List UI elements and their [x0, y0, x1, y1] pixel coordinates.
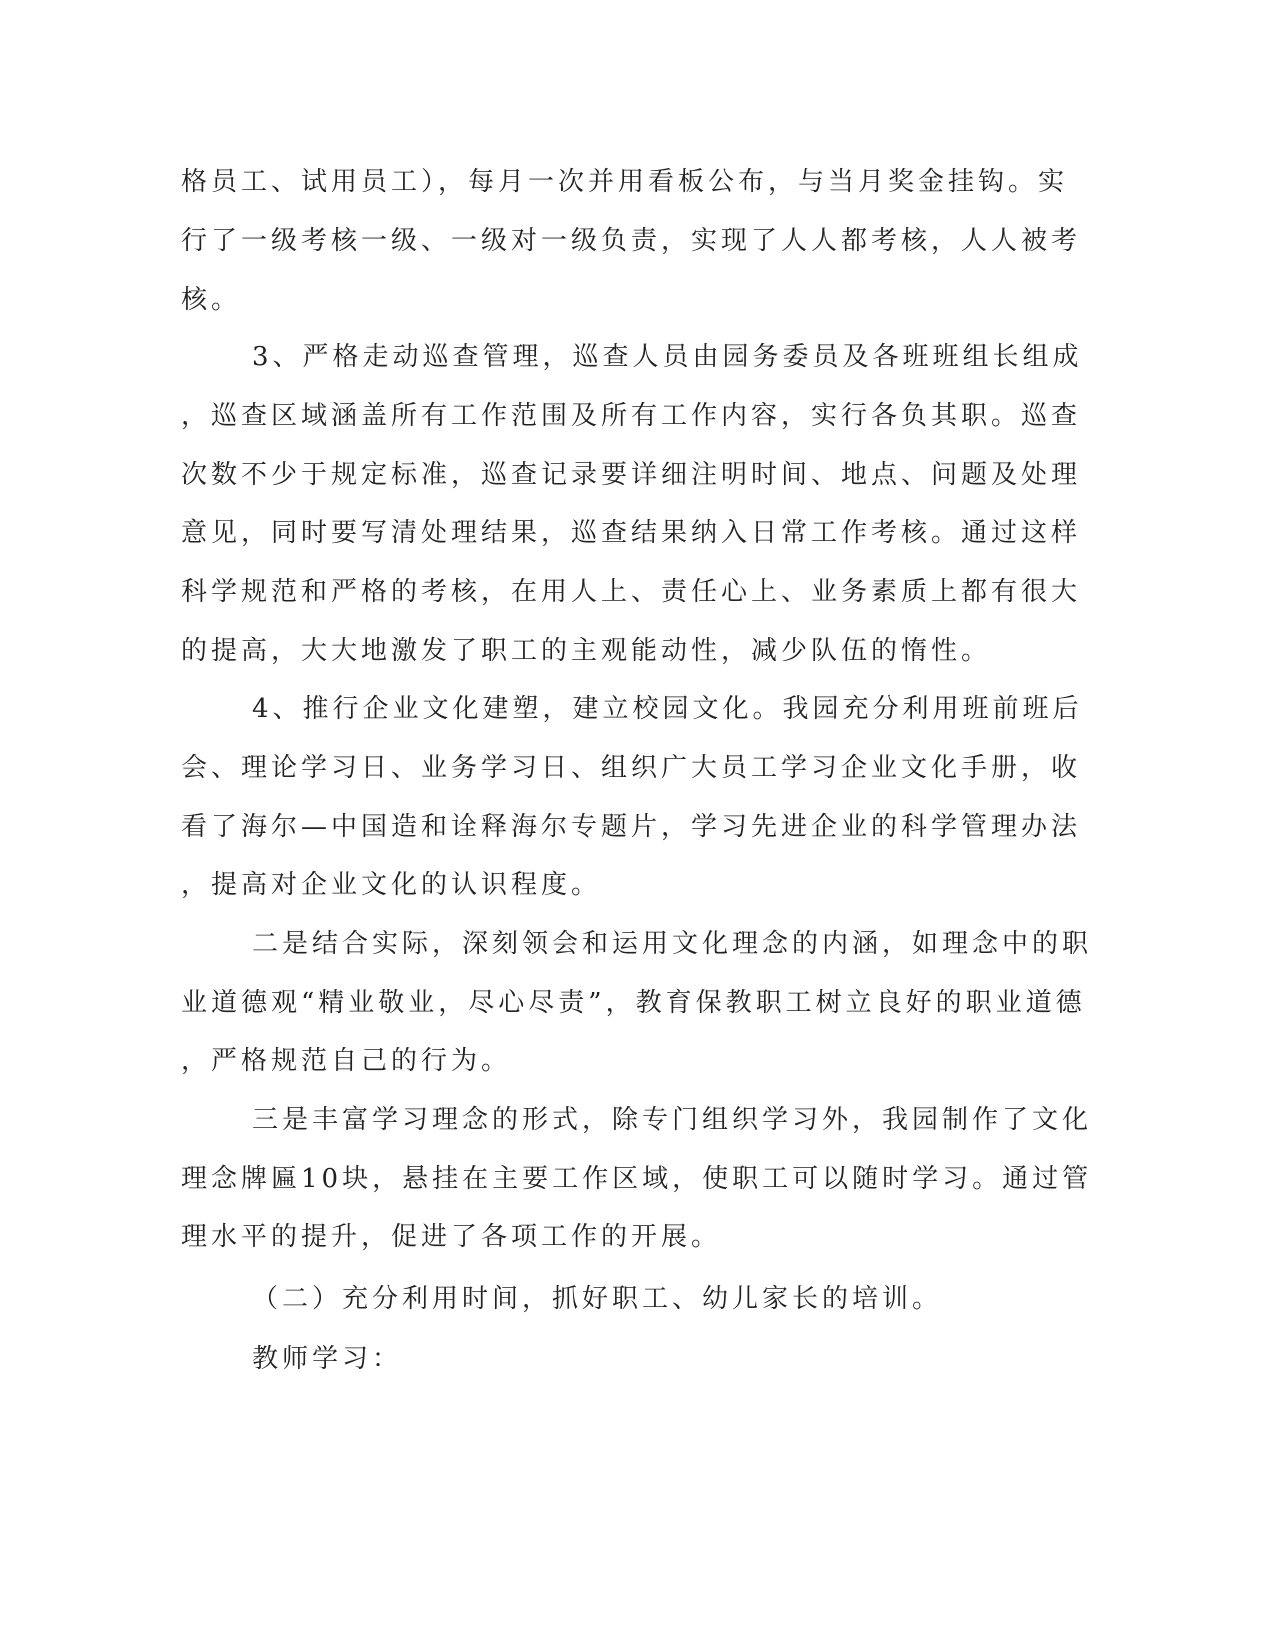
text-line: 行了一级考核一级、一级对一级负责，实现了人人都考核，人人被考	[181, 226, 1082, 256]
text-line: 教师学习：	[252, 1344, 403, 1374]
text-line: 意见，同时要写清处理结果，巡查结果纳入日常工作考核。通过这样	[181, 518, 1082, 548]
text-line: 二是结合实际，深刻领会和运用文化理念的内涵，如理念中的职	[252, 929, 1093, 959]
text-line: ，提高对企业文化的认识程度。	[181, 870, 602, 900]
text-line: 3、严格走动巡查管理，巡查人员由园务委员及各班班组长组成	[252, 342, 1083, 372]
text-line: 核。	[181, 285, 242, 315]
text-line: 三是丰富学习理念的形式，除专门组织学习外，我园制作了文化	[252, 1105, 1093, 1135]
text-line: 格员工、试用员工），每月一次并用看板公布，与当月奖金挂钩。实	[181, 167, 1069, 197]
text-line: 会、理论学习日、业务学习日、组织广大员工学习企业文化手册，收	[181, 753, 1082, 783]
text-line: 的提高，大大地激发了职工的主观能动性，减少队伍的惰性。	[181, 636, 992, 666]
text-line: ，巡查区域涵盖所有工作范围及所有工作内容，实行各负其职。巡查	[181, 401, 1082, 431]
text-line: 4、推行企业文化建塑，建立校园文化。我园充分利用班前班后	[252, 694, 1083, 724]
text-line: ，严格规范自己的行为。	[181, 1046, 512, 1076]
text-line: 业道德观“精业敬业，尽心尽责”，教育保教职工树立良好的职业道德	[181, 988, 1086, 1018]
text-line: 科学规范和严格的考核，在用人上、责任心上、业务素质上都有很大	[181, 577, 1082, 607]
text-line: （二）充分利用时间，抓好职工、幼儿家长的培训。	[252, 1284, 943, 1314]
text-line: 理水平的提升，促进了各项工作的开展。	[181, 1222, 722, 1252]
text-line: 看了海尔—中国造和诠释海尔专题片，学习先进企业的科学管理办法	[181, 812, 1082, 842]
text-line: 理念牌匾10块，悬挂在主要工作区域，使职工可以随时学习。通过管	[181, 1164, 1093, 1194]
text-line: 次数不少于规定标准，巡查记录要详细注明时间、地点、问题及处理	[181, 460, 1082, 490]
